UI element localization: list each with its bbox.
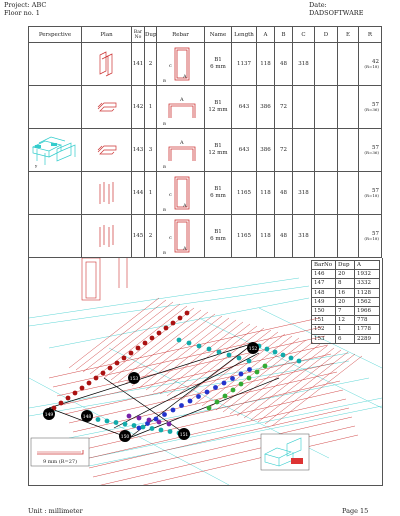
bent-bar-shape-icon [161, 131, 201, 169]
bar-dot [105, 419, 110, 424]
summary-dup: 20 [336, 270, 355, 279]
bar-dot [150, 426, 155, 431]
rebar-line [65, 354, 331, 414]
floor-number: Floor no. 1 [4, 9, 40, 17]
bar-dot [223, 394, 228, 399]
dim-r: 57 [372, 145, 379, 151]
col-header: Bar No [132, 27, 145, 43]
rebar-label-a: A [182, 246, 187, 252]
company-name: DADSOFTWARE [309, 9, 364, 17]
project-title: Project: ABC [4, 1, 47, 9]
dim-r: 57 [372, 188, 379, 194]
bar-dot [247, 367, 252, 372]
bar-dot [123, 422, 128, 427]
summary-bar-no: 153 [312, 334, 336, 343]
plan-bar-icon [92, 49, 122, 79]
unit-label: Unit : millimeter [28, 507, 83, 515]
col-header: C [293, 27, 315, 43]
perspective-cell [29, 43, 82, 86]
col-header: A [257, 27, 275, 43]
bar-dot [127, 414, 132, 419]
bar-dot [171, 321, 176, 326]
bar-dot [96, 417, 101, 422]
rebar-shape-cell [157, 172, 205, 215]
bar-dot [164, 326, 169, 331]
dup-count: 2 [145, 43, 157, 86]
bar-dot [114, 420, 119, 425]
dim-r-cell [359, 129, 382, 172]
bar-dot [150, 336, 155, 341]
summary-dup: 12 [336, 316, 355, 325]
table-row [29, 172, 382, 215]
bar-length: 1165 [232, 172, 257, 215]
summary-a: 1778 [355, 325, 380, 334]
dim-r: 57 [372, 102, 379, 108]
bar-dot [167, 422, 172, 427]
bar-length: 1137 [232, 43, 257, 86]
bar-marker-label: 152 [248, 347, 258, 352]
dim-r-cell [359, 215, 382, 258]
dim-r-cell [359, 86, 382, 129]
summary-row [312, 334, 380, 343]
bar-diameter: 6 mm [210, 193, 226, 199]
svg-text:B: B [162, 121, 166, 126]
dim-b: 48 [275, 172, 293, 215]
rebar-label-top: A [179, 140, 184, 146]
bar-name-cell [205, 215, 232, 258]
bar-dot [66, 396, 71, 401]
bar-dot [159, 428, 164, 433]
bar-name: B1 [214, 186, 222, 192]
dim-c: 318 [293, 43, 315, 86]
summary-a: 1932 [355, 270, 380, 279]
bar-marker-label: 150 [120, 435, 130, 440]
stirrup-shape-icon [161, 45, 201, 83]
table-header-row [29, 27, 382, 43]
col-header: Plan [82, 27, 132, 43]
dim-c [293, 86, 315, 129]
bar-dot [247, 376, 252, 381]
bar-dot [231, 388, 236, 393]
bar-name: B1 [214, 229, 222, 235]
dim-a: 118 [257, 43, 275, 86]
rebar-label-a: A [182, 74, 187, 80]
bar-name: B1 [214, 57, 222, 63]
dim-r-cell [359, 172, 382, 215]
bar-length: 643 [232, 129, 257, 172]
bar-dot [157, 331, 162, 336]
dim-b: 48 [275, 215, 293, 258]
dim-b: 48 [275, 43, 293, 86]
perspective-cell [29, 129, 82, 172]
bar-dot [265, 347, 270, 352]
table-row [29, 86, 382, 129]
rebar-line [76, 300, 166, 370]
rebar-label-c: c [168, 235, 172, 241]
rebar-line [61, 345, 328, 405]
dup-count: 2 [145, 215, 157, 258]
dim-b: 72 [275, 86, 293, 129]
summary-a: 1966 [355, 306, 380, 315]
table-row [29, 215, 382, 258]
summary-col-header: BarNo [312, 261, 336, 270]
bar-dot [73, 391, 78, 396]
svg-text:B: B [162, 250, 166, 255]
rebar-line [57, 336, 325, 396]
dim-c [293, 129, 315, 172]
col-header: D [315, 27, 338, 43]
dim-a: 118 [257, 172, 275, 215]
bar-dot [207, 406, 212, 411]
col-header: R [359, 27, 382, 43]
dim-r-cell [359, 43, 382, 86]
bar-dot [137, 416, 142, 421]
summary-a: 2289 [355, 334, 380, 343]
rebar-label-a: A [182, 203, 187, 209]
bar-dot [59, 401, 64, 406]
summary-bar-no: 151 [312, 316, 336, 325]
bar-number: 143 [132, 129, 145, 172]
bar-dot [147, 418, 152, 423]
svg-text:B: B [162, 78, 166, 83]
rebar-line [97, 306, 187, 376]
bar-dot [168, 429, 173, 434]
col-header: B [275, 27, 293, 43]
bar-dot [188, 399, 193, 404]
dim-c: 318 [293, 215, 315, 258]
bar-dot [217, 350, 222, 355]
bar-dot [227, 353, 232, 358]
rebar-line [265, 354, 355, 424]
stirrup-shape-icon [161, 174, 201, 212]
summary-a: 1562 [355, 297, 380, 306]
bar-dot [143, 341, 148, 346]
dim-e [338, 129, 359, 172]
summary-bar-no: 152 [312, 325, 336, 334]
col-header: Rebar [157, 27, 205, 43]
bar-dot [177, 338, 182, 343]
dim-c: 318 [293, 172, 315, 215]
plan-cell [82, 172, 132, 215]
dim-e [338, 172, 359, 215]
bar-name-cell [205, 43, 232, 86]
dim-a: 386 [257, 129, 275, 172]
dup-count: 3 [145, 129, 157, 172]
bar-diameter: 6 mm [210, 64, 226, 70]
bar-name: B1 [214, 100, 222, 106]
dim-d [315, 215, 338, 258]
bar-name-cell [205, 172, 232, 215]
date-label: Date: [309, 1, 327, 9]
bar-dot [289, 356, 294, 361]
table-row [29, 129, 382, 172]
dim-a: 386 [257, 86, 275, 129]
summary-row [312, 279, 380, 288]
bar-summary-table [311, 260, 380, 344]
bar-length: 1165 [232, 215, 257, 258]
bar-name: B1 [214, 143, 222, 149]
col-header: Perspective [29, 27, 82, 43]
bar-number: 142 [132, 86, 145, 129]
dim-r-radius: (R=36) [364, 107, 379, 112]
bar-dot [132, 423, 137, 428]
rebar-schedule-table [28, 26, 382, 258]
bar-marker-label: 153 [129, 377, 139, 382]
bar-dot [94, 376, 99, 381]
dim-b: 72 [275, 129, 293, 172]
summary-dup: 1 [336, 325, 355, 334]
bar-dot [239, 382, 244, 387]
dim-e [338, 215, 359, 258]
summary-a: 778 [355, 316, 380, 325]
rebar-line [101, 435, 358, 485]
bar-legend [31, 438, 89, 466]
summary-col-header: Dup [336, 261, 355, 270]
rebar-shape-cell [157, 129, 205, 172]
bar-dot [263, 364, 268, 369]
bar-marker-label: 148 [82, 415, 92, 420]
rebar-shape-cell [157, 43, 205, 86]
bar-dot [171, 408, 176, 413]
summary-dup: 6 [336, 334, 355, 343]
dim-a: 118 [257, 215, 275, 258]
bar-dot [297, 359, 302, 364]
bar-name-cell [205, 129, 232, 172]
rebar-line [223, 342, 313, 412]
plan-cell [82, 86, 132, 129]
summary-row [312, 288, 380, 297]
dim-d [315, 172, 338, 215]
bar-dot [239, 372, 244, 377]
bar-dot [162, 412, 167, 417]
rebar-line [83, 302, 173, 372]
col-header: E [338, 27, 359, 43]
summary-bar-no: 149 [312, 297, 336, 306]
plan-cell [82, 129, 132, 172]
stirrup-shape-icon [161, 217, 201, 255]
bar-length: 643 [232, 86, 257, 129]
dim-r-radius: (R=18) [364, 236, 379, 241]
bar-diameter: 12 mm [208, 150, 228, 156]
summary-dup: 8 [336, 279, 355, 288]
bar-dot [230, 376, 235, 381]
summary-row [312, 297, 380, 306]
summary-row [312, 325, 380, 334]
summary-row [312, 270, 380, 279]
dim-e [338, 86, 359, 129]
col-header: Dup [145, 27, 157, 43]
plan-bar-icon [92, 138, 122, 162]
rebar-line [111, 310, 201, 380]
perspective-cell [29, 86, 82, 129]
summary-row [312, 306, 380, 315]
rebar-line [77, 381, 340, 441]
perspective-cell [29, 215, 82, 258]
bar-number: 144 [132, 172, 145, 215]
page-number: Page 15 [342, 507, 369, 515]
summary-a: 3332 [355, 279, 380, 288]
bar-dot [122, 356, 127, 361]
col-header: Length [232, 27, 257, 43]
bar-name-cell [205, 86, 232, 129]
bar-dot [281, 353, 286, 358]
bar-dot [247, 359, 252, 364]
dim-d [315, 86, 338, 129]
bar-dot [185, 311, 190, 316]
bar-dot [187, 341, 192, 346]
bar-dot [101, 371, 106, 376]
bar-dot [87, 381, 92, 386]
bar-dot [197, 344, 202, 349]
bar-dot [237, 356, 242, 361]
perspective-cell [29, 172, 82, 215]
bar-dot [255, 370, 260, 375]
bar-dot [108, 366, 113, 371]
dup-count: 1 [145, 86, 157, 129]
bar-dot [141, 425, 146, 430]
rebar-line [174, 328, 264, 398]
bar-dot [137, 426, 142, 431]
summary-dup: 16 [336, 288, 355, 297]
bar-dot [273, 350, 278, 355]
bar-diameter: 12 mm [208, 107, 228, 113]
bar-marker-label: 149 [44, 413, 54, 418]
summary-bar-no: 148 [312, 288, 336, 297]
dup-count: 1 [145, 172, 157, 215]
bar-dot [157, 420, 162, 425]
bar-dot [207, 347, 212, 352]
dim-r-radius: (R=18) [364, 193, 379, 198]
svg-text:B: B [162, 164, 166, 169]
summary-dup: 7 [336, 306, 355, 315]
dim-e [338, 43, 359, 86]
table-row [29, 43, 382, 86]
rebar-line [69, 298, 159, 368]
summary-dup: 20 [336, 297, 355, 306]
bar-dot [222, 381, 227, 386]
bar-dot [129, 351, 134, 356]
rebar-line [53, 327, 322, 387]
dim-r: 42 [372, 59, 379, 65]
summary-row [312, 316, 380, 325]
plan-cell [82, 43, 132, 86]
plan-bar-icon [92, 95, 122, 119]
bar-dot [178, 316, 183, 321]
plan-cell [82, 215, 132, 258]
bent-bar-shape-icon [161, 88, 201, 126]
bar-dot [196, 394, 201, 399]
svg-text:y: y [35, 163, 38, 168]
rebar-line [160, 324, 250, 394]
summary-bar-no: 150 [312, 306, 336, 315]
perspective-view-icon [31, 131, 79, 169]
dim-r-radius: (R=18) [364, 64, 379, 69]
rebar-line [90, 304, 180, 374]
dim-d [315, 129, 338, 172]
plan-bar-icon [92, 221, 122, 251]
plan-bar-icon [92, 178, 122, 208]
summary-header-row [312, 261, 380, 270]
rebar-line [146, 320, 236, 390]
bar-dot [215, 400, 220, 405]
bar-number: 145 [132, 215, 145, 258]
col-header: Name [205, 27, 232, 43]
legend-text: 9 mm (R=27) [43, 459, 78, 465]
bar-number: 141 [132, 43, 145, 86]
dim-r-radius: (R=36) [364, 150, 379, 155]
summary-a: 1128 [355, 288, 380, 297]
bar-dot [136, 346, 141, 351]
bar-dot [179, 403, 184, 408]
rebar-label-top: A [179, 97, 184, 103]
bar-diameter: 6 mm [210, 236, 226, 242]
dim-r: 57 [372, 231, 379, 237]
bar-dot [213, 385, 218, 390]
summary-col-header: A [355, 261, 380, 270]
rebar-shape-cell [157, 215, 205, 258]
perspective-thumbnail [261, 434, 309, 470]
svg-text:B: B [162, 207, 166, 212]
rebar-line [251, 350, 341, 420]
rebar-label-c: c [168, 63, 172, 69]
dim-d [315, 43, 338, 86]
rebar-label-c: c [168, 192, 172, 198]
bar-dot [115, 361, 120, 366]
bar-dot [205, 390, 210, 395]
bar-marker-label: 151 [179, 433, 189, 438]
rebar-shape-cell [157, 86, 205, 129]
bar-dot [80, 386, 85, 391]
summary-bar-no: 146 [312, 270, 336, 279]
summary-bar-no: 147 [312, 279, 336, 288]
